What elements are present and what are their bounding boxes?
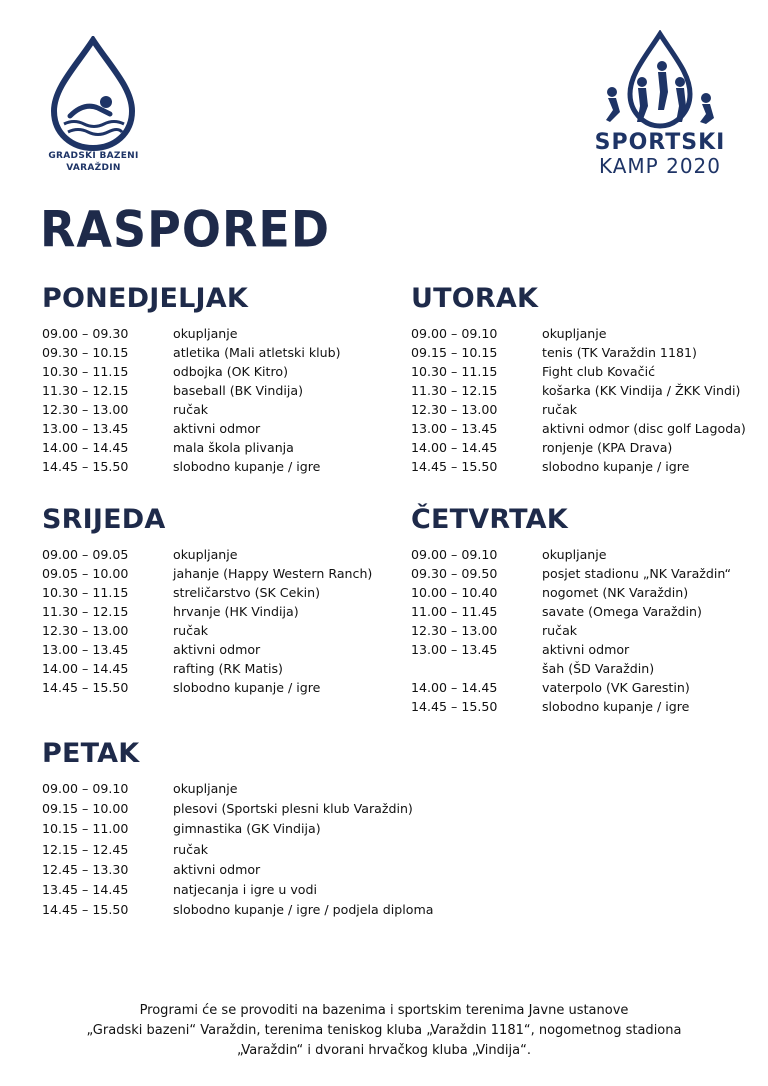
activity: baseball (BK Vindija) <box>173 383 303 398</box>
activity: aktivni odmor <box>173 642 261 657</box>
footer-line: „Gradski bazeni“ Varaždin, terenima teniskog kluba „Varaždin 1181“, nogometnog stadiona <box>86 1023 682 1038</box>
activity: vaterpolo (VK Garestin) <box>542 680 690 695</box>
activity: šah (ŠD Varaždin) <box>542 661 655 676</box>
activity: atletika (Mali atletski klub) <box>173 345 341 360</box>
time-slot: 13.00 – 13.45 <box>42 642 129 657</box>
schedule-row <box>42 564 392 583</box>
schedule-row <box>42 381 392 400</box>
schedule-row <box>411 583 761 602</box>
activity: okupljanje <box>173 326 238 341</box>
activity: aktivni odmor <box>542 642 630 657</box>
activity: ručak <box>173 402 209 417</box>
time-slot: 11.30 – 12.15 <box>42 383 129 398</box>
logo-text-line2: VARAŽDIN <box>66 163 121 173</box>
day-section-tuesday <box>411 282 761 476</box>
day-heading: SRIJEDA <box>42 504 166 535</box>
activity: nogomet (NK Varaždin) <box>542 585 689 600</box>
schedule-row <box>411 381 761 400</box>
schedule-row <box>42 602 392 621</box>
time-slot: 14.45 – 15.50 <box>42 902 129 918</box>
time-slot: 10.00 – 10.40 <box>411 585 498 600</box>
activity: ručak <box>173 841 209 857</box>
schedule-row <box>411 343 761 362</box>
activity: okupljanje <box>173 781 238 796</box>
schedule-row <box>42 343 392 362</box>
schedule-row <box>411 697 761 716</box>
time-slot: 10.30 – 11.15 <box>42 585 129 600</box>
time-slot: 12.15 – 12.45 <box>42 841 129 857</box>
activity: aktivni odmor <box>173 421 261 436</box>
time-slot: 12.45 – 13.30 <box>42 861 129 877</box>
schedule-row <box>42 621 392 640</box>
day-section-thursday <box>411 503 761 716</box>
time-slot: 10.30 – 11.15 <box>411 364 498 379</box>
time-slot: 09.00 – 09.10 <box>411 547 498 562</box>
time-slot: 09.15 – 10.00 <box>42 801 129 817</box>
logo-text-line1: GRADSKI BAZENI <box>48 151 139 161</box>
time-slot <box>411 659 542 678</box>
time-slot: 13.45 – 14.45 <box>42 882 129 898</box>
footer-note <box>20 1001 748 1061</box>
footer-line: „Varaždin“ i dvorani hrvačkog kluba „Vindija“. <box>237 1043 531 1058</box>
schedule-row <box>42 840 492 860</box>
schedule-list <box>42 779 492 920</box>
activity: posjet stadionu „NK Varaždin“ <box>542 566 731 581</box>
schedule-row <box>42 860 492 880</box>
schedule-row <box>411 457 761 476</box>
time-slot: 12.30 – 13.00 <box>42 623 129 638</box>
schedule-row <box>411 659 761 678</box>
gradski-bazeni-logo <box>36 36 151 176</box>
time-slot: 10.15 – 11.00 <box>42 821 129 837</box>
time-slot: 09.05 – 10.00 <box>42 566 129 581</box>
schedule-list <box>42 324 392 476</box>
activity: rafting (RK Matis) <box>173 661 283 676</box>
day-section-monday <box>42 282 392 476</box>
day-heading: ČETVRTAK <box>411 504 568 535</box>
schedule-row <box>411 324 761 343</box>
time-slot: 14.45 – 15.50 <box>411 459 498 474</box>
activity: slobodno kupanje / igre / podjela diploma <box>173 902 434 918</box>
schedule-row <box>42 640 392 659</box>
activity: tenis (TK Varaždin 1181) <box>542 345 697 360</box>
schedule-row <box>411 362 761 381</box>
time-slot: 11.30 – 12.15 <box>42 604 129 619</box>
time-slot: 12.30 – 13.00 <box>411 402 498 417</box>
schedule-list <box>411 324 761 476</box>
schedule-row <box>411 602 761 621</box>
activity: slobodno kupanje / igre <box>542 699 690 714</box>
schedule-row <box>411 545 761 564</box>
activity: ručak <box>542 402 578 417</box>
activity: ručak <box>542 623 578 638</box>
schedule-row <box>411 621 761 640</box>
activity: gimnastika (GK Vindija) <box>173 821 321 837</box>
time-slot: 14.00 – 14.45 <box>42 440 129 455</box>
time-slot: 13.00 – 13.45 <box>411 421 498 436</box>
time-slot: 14.45 – 15.50 <box>42 680 129 695</box>
time-slot: 13.00 – 13.45 <box>42 421 129 436</box>
time-slot: 12.30 – 13.00 <box>411 623 498 638</box>
time-slot: 09.15 – 10.15 <box>411 345 498 360</box>
time-slot: 13.00 – 13.45 <box>411 642 498 657</box>
schedule-row <box>42 362 392 381</box>
activity: aktivni odmor <box>173 861 261 877</box>
activity: streličarstvo (SK Cekin) <box>173 585 321 600</box>
schedule-row <box>411 564 761 583</box>
activity: jahanje (Happy Western Ranch) <box>173 566 373 581</box>
schedule-row <box>42 819 492 839</box>
activity: slobodno kupanje / igre <box>173 459 321 474</box>
schedule-row <box>42 880 492 900</box>
activity: košarka (KK Vindija / ŽKK Vindi) <box>542 383 741 398</box>
activity: savate (Omega Varaždin) <box>542 604 702 619</box>
schedule-list <box>411 545 761 716</box>
time-slot: 14.45 – 15.50 <box>411 699 498 714</box>
activity: ronjenje (KPA Drava) <box>542 440 673 455</box>
day-heading: PONEDJELJAK <box>42 283 248 314</box>
schedule-row <box>42 583 392 602</box>
logo-text-sportski: SPORTSKI <box>594 130 726 155</box>
logo-text-kamp: KAMP 2020 <box>598 154 722 178</box>
time-slot: 14.00 – 14.45 <box>42 661 129 676</box>
activity: plesovi (Sportski plesni klub Varaždin) <box>173 801 413 817</box>
schedule-row <box>411 640 761 659</box>
activity: mala škola plivanja <box>173 440 294 455</box>
water-drop-swimmer-icon <box>36 36 151 151</box>
time-slot: 12.30 – 13.00 <box>42 402 129 417</box>
time-slot: 11.30 – 12.15 <box>411 383 498 398</box>
schedule-row <box>42 779 492 799</box>
day-section-wednesday <box>42 503 392 697</box>
activity: hrvanje (HK Vindija) <box>173 604 299 619</box>
schedule-row <box>42 659 392 678</box>
activity: okupljanje <box>173 547 238 562</box>
schedule-row <box>42 438 392 457</box>
day-heading: PETAK <box>42 738 140 769</box>
activity: slobodno kupanje / igre <box>542 459 690 474</box>
schedule-list <box>42 545 392 697</box>
sportski-kamp-logo <box>580 30 740 180</box>
schedule-row <box>42 900 492 920</box>
schedule-row <box>411 400 761 419</box>
day-section-friday <box>42 737 492 920</box>
schedule-row <box>42 545 392 564</box>
time-slot: 09.00 – 09.10 <box>42 781 129 796</box>
time-slot: 09.00 – 09.05 <box>42 547 129 562</box>
activity: odbojka (OK Kitro) <box>173 364 288 379</box>
time-slot: 09.00 – 09.30 <box>42 326 129 341</box>
activity: okupljanje <box>542 547 607 562</box>
schedule-row <box>411 419 761 438</box>
time-slot: 09.30 – 10.15 <box>42 345 129 360</box>
time-slot: 09.00 – 09.10 <box>411 326 498 341</box>
schedule-row <box>42 324 392 343</box>
water-drop-athletes-icon <box>580 30 740 130</box>
time-slot: 14.45 – 15.50 <box>42 459 129 474</box>
schedule-row <box>42 419 392 438</box>
activity: aktivni odmor (disc golf Lagoda) <box>542 421 746 436</box>
time-slot: 09.30 – 09.50 <box>411 566 498 581</box>
day-heading: UTORAK <box>411 283 539 314</box>
time-slot: 10.30 – 11.15 <box>42 364 129 379</box>
activity: natjecanja i igre u vodi <box>173 882 318 898</box>
activity: ručak <box>173 623 209 638</box>
time-slot: 11.00 – 11.45 <box>411 604 498 619</box>
activity: okupljanje <box>542 326 607 341</box>
activity: slobodno kupanje / igre <box>173 680 321 695</box>
schedule-row <box>411 438 761 457</box>
schedule-row <box>42 457 392 476</box>
time-slot: 14.00 – 14.45 <box>411 440 498 455</box>
schedule-row <box>42 799 492 819</box>
footer-line: Programi će se provoditi na bazenima i sportskim terenima Javne ustanove <box>139 1003 629 1018</box>
schedule-row <box>42 678 392 697</box>
time-slot: 14.00 – 14.45 <box>411 680 498 695</box>
page-title: RASPORED <box>40 200 330 259</box>
activity: Fight club Kovačić <box>542 364 655 379</box>
schedule-row <box>411 678 761 697</box>
schedule-row <box>42 400 392 419</box>
